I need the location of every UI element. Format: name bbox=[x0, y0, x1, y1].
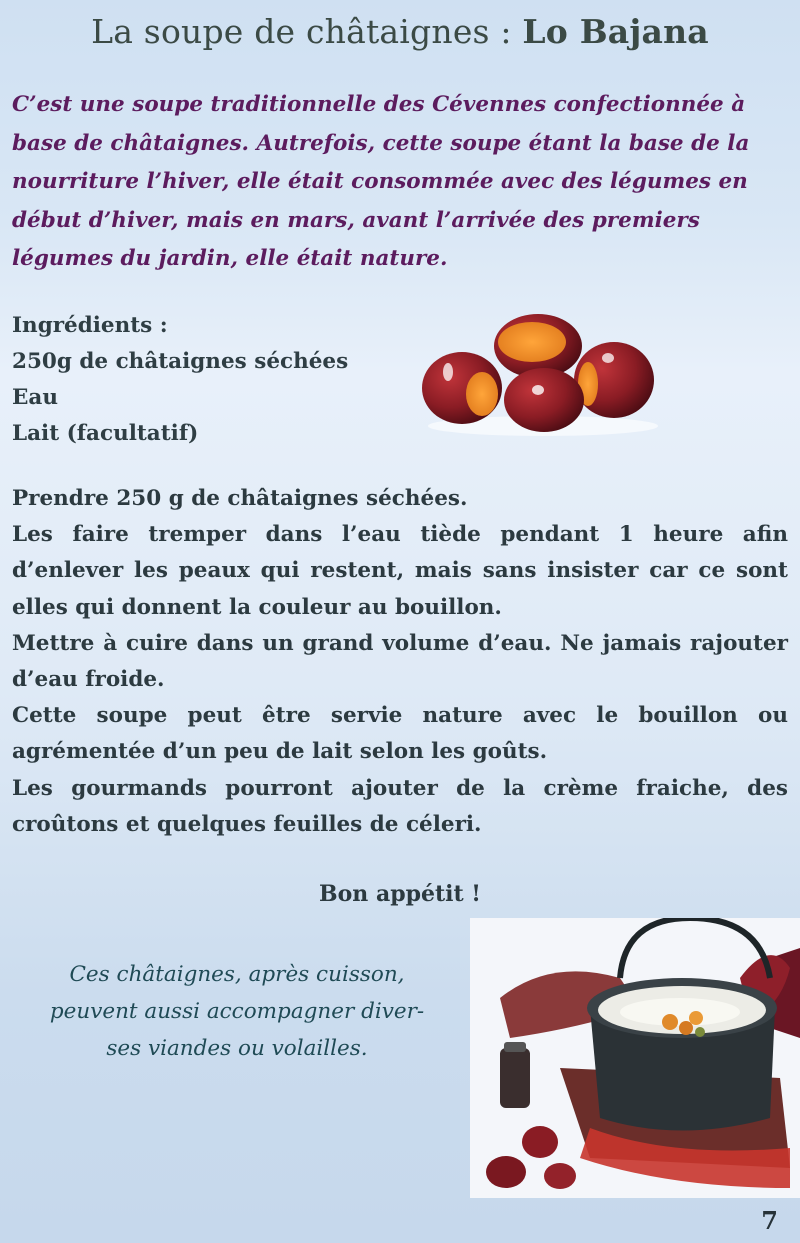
page-number: 7 bbox=[761, 1206, 778, 1235]
intro-paragraph: C’est une soupe traditionnelle des Cévennes confectionnée à base de châtaignes. Autrefois, cette soupe étant la base de la nourriture l’hiver, elle était consommée avec des légumes en début d’hiver, mais en mars, avant l’arrivée des premiers légumes du jardin, elle était nature. bbox=[12, 92, 750, 271]
step-paragraph: Prendre 250 g de châtaignes séchées. bbox=[12, 486, 468, 511]
title-main: La soupe de châtaignes : bbox=[91, 12, 523, 51]
ingredient-item: 250g de châtaignes séchées bbox=[12, 349, 349, 374]
soup-pot-photo bbox=[470, 918, 800, 1198]
page-title bbox=[0, 12, 800, 51]
ingredients-heading: Ingrédients : bbox=[12, 313, 168, 338]
serving-note bbox=[12, 956, 462, 1067]
ingredients-list bbox=[12, 308, 412, 452]
note-line: ses viandes ou volailles. bbox=[106, 1036, 368, 1061]
ingredient-item: Eau bbox=[12, 385, 58, 410]
recipe-steps bbox=[12, 481, 788, 843]
note-line: peuvent aussi accompagner diver- bbox=[49, 999, 425, 1024]
step-paragraph: Cette soupe peut être servie nature avec le bouillon ou agrémentée d’un peu de lait selon les goûts. bbox=[12, 703, 788, 765]
closing-line: Bon appétit ! bbox=[319, 881, 481, 907]
step-paragraph: Les gourmands pourront ajouter de la crème fraiche, des croûtons et quelques feuilles de céleri. bbox=[12, 775, 788, 837]
chestnuts-illustration bbox=[418, 308, 668, 438]
ingredient-item: Lait (facultatif) bbox=[12, 421, 199, 446]
step-paragraph: Les faire tremper dans l’eau tiède pendant 1 heure afin d’enlever les peaux qui restent, mais sans insister car ce sont elles qui donnent la couleur au bouillon. bbox=[12, 522, 788, 620]
title-name: Lo Bajana bbox=[522, 12, 709, 51]
step-paragraph: Mettre à cuire dans un grand volume d’eau. Ne jamais rajouter d’eau froide. bbox=[12, 630, 788, 693]
note-line: Ces châtaignes, après cuisson, bbox=[69, 962, 405, 987]
